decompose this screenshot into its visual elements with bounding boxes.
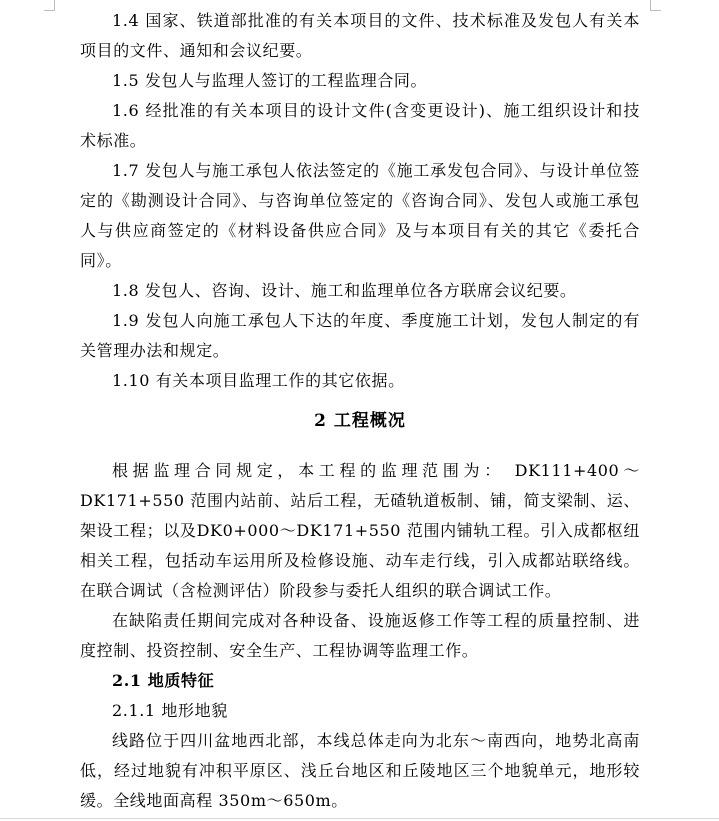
defect-period-paragraph: 在缺陷责任期间完成对各种设备、设施返修工作等工程的质量控制、进度控制、投资控制、安全生产、工程协调等监理工作。 [80,611,640,660]
basis-item-1-4: 1.4 国家、铁道部批准的有关本项目的文件、技术标准及发包人有关本项目的文件、通知和会议纪要。 [80,11,640,60]
terrain-paragraph: 线路位于四川盆地西北部，本线总体走向为北东～南西向，地势北高南低，经过地貌有冲积平原区、浅丘台地区和丘陵地区三个地貌单元，地形较缓。全线地面高程 350m～650m。 [80,731,640,810]
basis-item-1-6: 1.6 经批准的有关本项目的设计文件(含变更设计)、施工组织设计和技术标准。 [80,101,640,150]
document-body [80,6,640,816]
basis-item-1-5: 1.5 发包人与监理人签订的工程监理合同。 [112,71,428,90]
subsection-title: 2.1.1 地形地貌 [112,701,228,720]
page-bottom-edge [0,818,719,819]
page-corner-mark-left [44,0,55,11]
basis-item-1-7: 1.7 发包人与施工承包人依法签定的《施工承发包合同》、与设计单位签定的《勘测设计合同》、与咨询单位签定的《咨询合同》、发包人或施工承包人与供应商签定的《材料设备供应合同》及与本项目有关的其它《委托合同》。 [80,161,640,270]
chapter-title: 2 工程概况 [314,411,406,431]
basis-item-1-9: 1.9 发包人向施工承包人下达的年度、季度施工计划，发包人制定的有关管理办法和规定。 [80,311,640,360]
page-corner-mark-right [650,0,661,11]
basis-item-1-8: 1.8 发包人、咨询、设计、施工和监理单位各方联席会议纪要。 [112,281,577,300]
scope-paragraph: 根据监理合同规定，本工程的监理范围为： DK111+400～DK171+550 范围内站前、站后工程，无碴轨道板制、铺，简支梁制、运、架设工程；以及DK0+000～DK171+550 范围内铺轨工程。引入成都枢纽相关工程，包括动车运用所及检修设施、动车走行线，引入成都站联络线。在联合调试（含检测评估）阶段参与委托人组织的联合调试工作。 [80,461,640,600]
basis-item-1-10: 1.10 有关本项目监理工作的其它依据。 [112,371,405,390]
section-title: 2.1 地质特征 [112,671,215,690]
